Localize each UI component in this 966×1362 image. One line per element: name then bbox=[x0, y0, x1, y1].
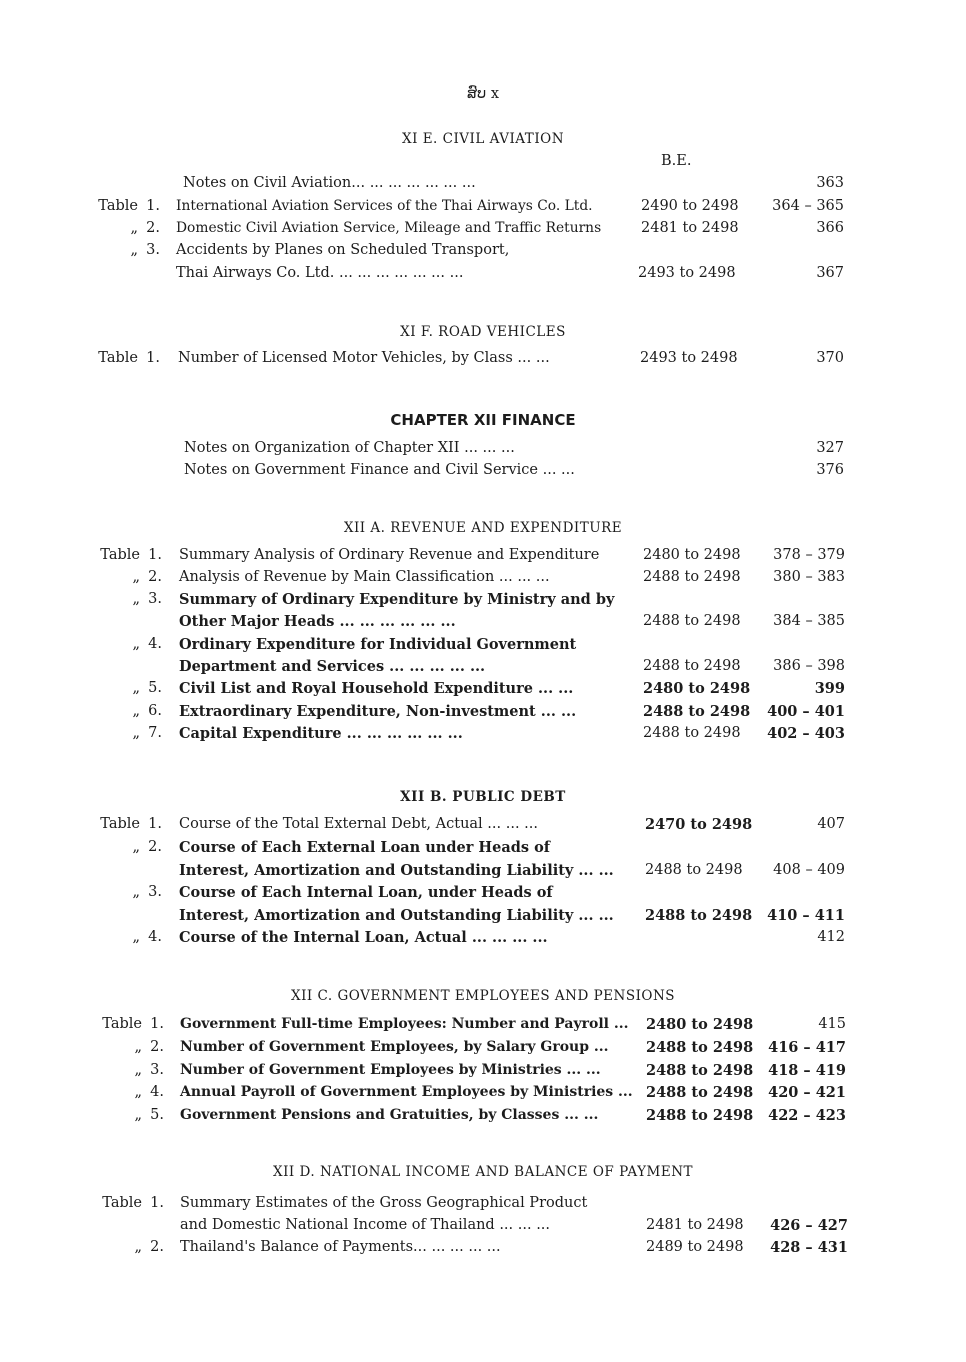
ditto-mark: „ bbox=[134, 1084, 142, 1100]
year-range: 2480 to 2498 bbox=[643, 547, 741, 563]
table-row bbox=[0, 929, 966, 951]
table-number: 6. bbox=[148, 703, 162, 719]
table-number: 1. bbox=[150, 1016, 164, 1032]
table-label: Table bbox=[102, 1195, 142, 1211]
entry-title: Notes on Civil Aviation... ... ... ... ... ... ... bbox=[183, 175, 476, 191]
table-number: 4. bbox=[148, 929, 162, 945]
table-row bbox=[0, 816, 966, 838]
ditto-mark: „ bbox=[134, 1039, 142, 1055]
entry-title: Thai Airways Co. Ltd. ... ... ... ... ... ... ... bbox=[176, 265, 464, 281]
page-range: 408 – 409 bbox=[773, 862, 845, 878]
entry-title: Number of Government Employees by Ministries ... ... bbox=[180, 1062, 601, 1078]
entry-title: Domestic Civil Aviation Service, Mileage and Traffic Returns bbox=[176, 220, 602, 236]
table-number: 2. bbox=[150, 1239, 164, 1255]
page-range: 378 – 379 bbox=[773, 547, 845, 563]
table-label: Table bbox=[100, 547, 140, 563]
page-range: 370 bbox=[816, 350, 844, 366]
table-number: 3. bbox=[150, 1062, 164, 1078]
page-range: 366 bbox=[816, 220, 844, 236]
page-range: 400 – 401 bbox=[767, 703, 845, 720]
table-row bbox=[0, 462, 966, 484]
entry-title: Other Major Heads ... ... ... ... ... ... bbox=[179, 613, 456, 630]
ditto-mark: „ bbox=[132, 703, 140, 719]
table-row bbox=[0, 1039, 966, 1061]
page-range: 376 bbox=[816, 462, 844, 478]
table-number: 7. bbox=[148, 725, 162, 741]
table-row bbox=[0, 440, 966, 462]
table-row bbox=[0, 175, 966, 197]
entry-title: Department and Services ... ... ... ... ... bbox=[179, 658, 486, 675]
chapter-title: CHAPTER XII FINANCE bbox=[390, 411, 576, 429]
table-label: Table bbox=[102, 1016, 142, 1032]
table-number: 1. bbox=[150, 1195, 164, 1211]
page-range: 415 bbox=[818, 1016, 846, 1032]
table-row bbox=[0, 569, 966, 591]
entry-title: Notes on Government Finance and Civil Service ... ... bbox=[184, 462, 575, 478]
table-row bbox=[0, 884, 966, 906]
entry-title: Government Pensions and Gratuities, by Classes ... ... bbox=[180, 1107, 599, 1123]
be-column-header: B.E. bbox=[661, 153, 692, 169]
table-number: 2. bbox=[150, 1039, 164, 1055]
table-row bbox=[0, 1107, 966, 1129]
year-range: 2489 to 2498 bbox=[646, 1239, 744, 1255]
entry-title: and Domestic National Income of Thailand ... ... ... bbox=[180, 1217, 551, 1233]
year-range: 2490 to 2498 bbox=[641, 198, 739, 214]
entry-title: Interest, Amortization and Outstanding Liability ... ... bbox=[179, 862, 614, 879]
year-range: 2488 to 2498 bbox=[643, 613, 741, 629]
table-row bbox=[0, 242, 966, 264]
page-range: 410 – 411 bbox=[767, 907, 845, 924]
entry-title: Notes on Organization of Chapter XII ... ... ... bbox=[184, 440, 515, 456]
table-row bbox=[0, 613, 966, 635]
table-row bbox=[0, 1239, 966, 1261]
year-range: 2488 to 2498 bbox=[646, 1107, 754, 1124]
ditto-mark: „ bbox=[132, 884, 140, 900]
table-number: 3. bbox=[146, 242, 160, 258]
page-range: 428 – 431 bbox=[770, 1239, 848, 1256]
table-number: 1. bbox=[148, 547, 162, 563]
page-range: 416 – 417 bbox=[768, 1039, 846, 1056]
year-range: 2493 to 2498 bbox=[640, 350, 738, 366]
table-number: 3. bbox=[148, 884, 162, 900]
year-range: 2488 to 2498 bbox=[645, 907, 753, 924]
table-row bbox=[0, 907, 966, 929]
entry-title: Summary of Ordinary Expenditure by Ministry and by bbox=[179, 591, 615, 608]
table-row bbox=[0, 265, 966, 287]
table-number: 1. bbox=[146, 350, 160, 366]
entry-title: Course of the Total External Debt, Actual ... ... ... bbox=[179, 816, 538, 832]
table-number: 1. bbox=[146, 198, 160, 214]
entry-title: Summary Analysis of Ordinary Revenue and Expenditure bbox=[179, 547, 600, 563]
ditto-mark: „ bbox=[132, 636, 140, 652]
ditto-mark: „ bbox=[132, 725, 140, 741]
section-title-xii-a: XII A. REVENUE AND EXPENDITURE bbox=[343, 520, 623, 536]
entry-title: Accidents by Planes on Scheduled Transport, bbox=[176, 242, 510, 258]
section-title-xi-e: XI E. CIVIL AVIATION bbox=[401, 131, 565, 147]
ditto-mark: „ bbox=[134, 1062, 142, 1078]
table-number: 5. bbox=[148, 680, 162, 696]
table-number: 3. bbox=[148, 591, 162, 607]
table-row bbox=[0, 591, 966, 613]
section-title-xii-d: XII D. NATIONAL INCOME AND BALANCE OF PAYMENT bbox=[272, 1164, 694, 1180]
table-label: Table bbox=[98, 350, 138, 366]
section-title-xii-c: XII C. GOVERNMENT EMPLOYEES AND PENSIONS bbox=[290, 988, 676, 1004]
page-range: 407 bbox=[817, 816, 845, 832]
table-row bbox=[0, 1195, 966, 1217]
table-number: 2. bbox=[148, 839, 162, 855]
page-range: 420 – 421 bbox=[768, 1084, 846, 1101]
ditto-mark: „ bbox=[132, 839, 140, 855]
page-range: 363 bbox=[816, 175, 844, 191]
table-row bbox=[0, 636, 966, 658]
entry-title: Course of the Internal Loan, Actual ... ... ... ... bbox=[179, 929, 548, 946]
page-number-header: ສົບ x bbox=[466, 86, 500, 102]
entry-title: Civil List and Royal Household Expenditure ... ... bbox=[179, 680, 574, 697]
table-number: 4. bbox=[148, 636, 162, 652]
table-row bbox=[0, 350, 966, 372]
entry-title: Annual Payroll of Government Employees by Ministries ... bbox=[180, 1084, 633, 1100]
year-range: 2480 to 2498 bbox=[643, 680, 751, 697]
table-row bbox=[0, 658, 966, 680]
year-range: 2488 to 2498 bbox=[643, 658, 741, 674]
page-range: 380 – 383 bbox=[773, 569, 845, 585]
entry-title: Course of Each External Loan under Heads of bbox=[179, 839, 550, 856]
entry-title: Ordinary Expenditure for Individual Government bbox=[179, 636, 577, 653]
year-range: 2493 to 2498 bbox=[638, 265, 736, 281]
page-range: 384 – 385 bbox=[773, 613, 845, 629]
table-number: 2. bbox=[146, 220, 160, 236]
table-number: 4. bbox=[150, 1084, 164, 1100]
ditto-mark: „ bbox=[132, 591, 140, 607]
table-row bbox=[0, 862, 966, 884]
table-number: 2. bbox=[148, 569, 162, 585]
ditto-mark: „ bbox=[132, 929, 140, 945]
ditto-mark: „ bbox=[134, 1239, 142, 1255]
page-range: 422 – 423 bbox=[768, 1107, 846, 1124]
entry-title: Thailand's Balance of Payments... ... ... ... ... bbox=[180, 1239, 501, 1255]
entry-title: Government Full-time Employees: Number and Payroll ... bbox=[180, 1016, 629, 1032]
year-range: 2488 to 2498 bbox=[643, 703, 751, 720]
entry-title: Extraordinary Expenditure, Non-investment ... ... bbox=[179, 703, 577, 720]
entry-title: Analysis of Revenue by Main Classification ... ... ... bbox=[179, 569, 550, 585]
page-range: 367 bbox=[816, 265, 844, 281]
page-range: 426 – 427 bbox=[770, 1217, 848, 1234]
page-range: 327 bbox=[816, 440, 844, 456]
table-row bbox=[0, 547, 966, 569]
year-range: 2470 to 2498 bbox=[645, 816, 753, 833]
table-number: 1. bbox=[148, 816, 162, 832]
page-range: 399 bbox=[814, 680, 845, 697]
table-row bbox=[0, 198, 966, 220]
page-range: 412 bbox=[817, 929, 845, 945]
table-row bbox=[0, 680, 966, 702]
table-row bbox=[0, 725, 966, 747]
entry-title: Summary Estimates of the Gross Geographical Product bbox=[180, 1195, 588, 1211]
entry-title: Course of Each Internal Loan, under Heads of bbox=[179, 884, 553, 901]
table-row bbox=[0, 220, 966, 242]
ditto-mark: „ bbox=[134, 1107, 142, 1123]
section-title-xi-f: XI F. ROAD VEHICLES bbox=[400, 324, 566, 340]
year-range: 2480 to 2498 bbox=[646, 1016, 754, 1033]
year-range: 2488 to 2498 bbox=[646, 1039, 754, 1056]
year-range: 2488 to 2498 bbox=[646, 1084, 754, 1101]
year-range: 2481 to 2498 bbox=[646, 1217, 744, 1233]
ditto-mark: „ bbox=[130, 220, 138, 236]
page-range: 364 – 365 bbox=[772, 198, 844, 214]
table-row bbox=[0, 1016, 966, 1038]
table-row bbox=[0, 1217, 966, 1239]
table-number: 5. bbox=[150, 1107, 164, 1123]
table-row bbox=[0, 703, 966, 725]
ditto-mark: „ bbox=[132, 569, 140, 585]
ditto-mark: „ bbox=[132, 680, 140, 696]
section-title-xii-b: XII B. PUBLIC DEBT bbox=[400, 789, 566, 805]
page-range: 418 – 419 bbox=[768, 1062, 846, 1079]
page-range: 402 – 403 bbox=[767, 725, 845, 742]
entry-title: Number of Licensed Motor Vehicles, by Class ... ... bbox=[178, 350, 550, 366]
table-label: Table bbox=[98, 198, 138, 214]
entry-title: Capital Expenditure ... ... ... ... ... ... bbox=[179, 725, 463, 742]
year-range: 2488 to 2498 bbox=[643, 569, 741, 585]
year-range: 2488 to 2498 bbox=[643, 725, 741, 741]
entry-title: International Aviation Services of the Thai Airways Co. Ltd. bbox=[176, 198, 593, 214]
entry-title: Interest, Amortization and Outstanding Liability ... ... bbox=[179, 907, 614, 924]
ditto-mark: „ bbox=[130, 242, 138, 258]
table-row bbox=[0, 1084, 966, 1106]
year-range: 2488 to 2498 bbox=[646, 1062, 754, 1079]
table-row bbox=[0, 1062, 966, 1084]
year-range: 2488 to 2498 bbox=[645, 862, 743, 878]
page-range: 386 – 398 bbox=[773, 658, 845, 674]
table-row bbox=[0, 839, 966, 861]
table-label: Table bbox=[100, 816, 140, 832]
entry-title: Number of Government Employees, by Salary Group ... bbox=[180, 1039, 609, 1055]
year-range: 2481 to 2498 bbox=[641, 220, 739, 236]
